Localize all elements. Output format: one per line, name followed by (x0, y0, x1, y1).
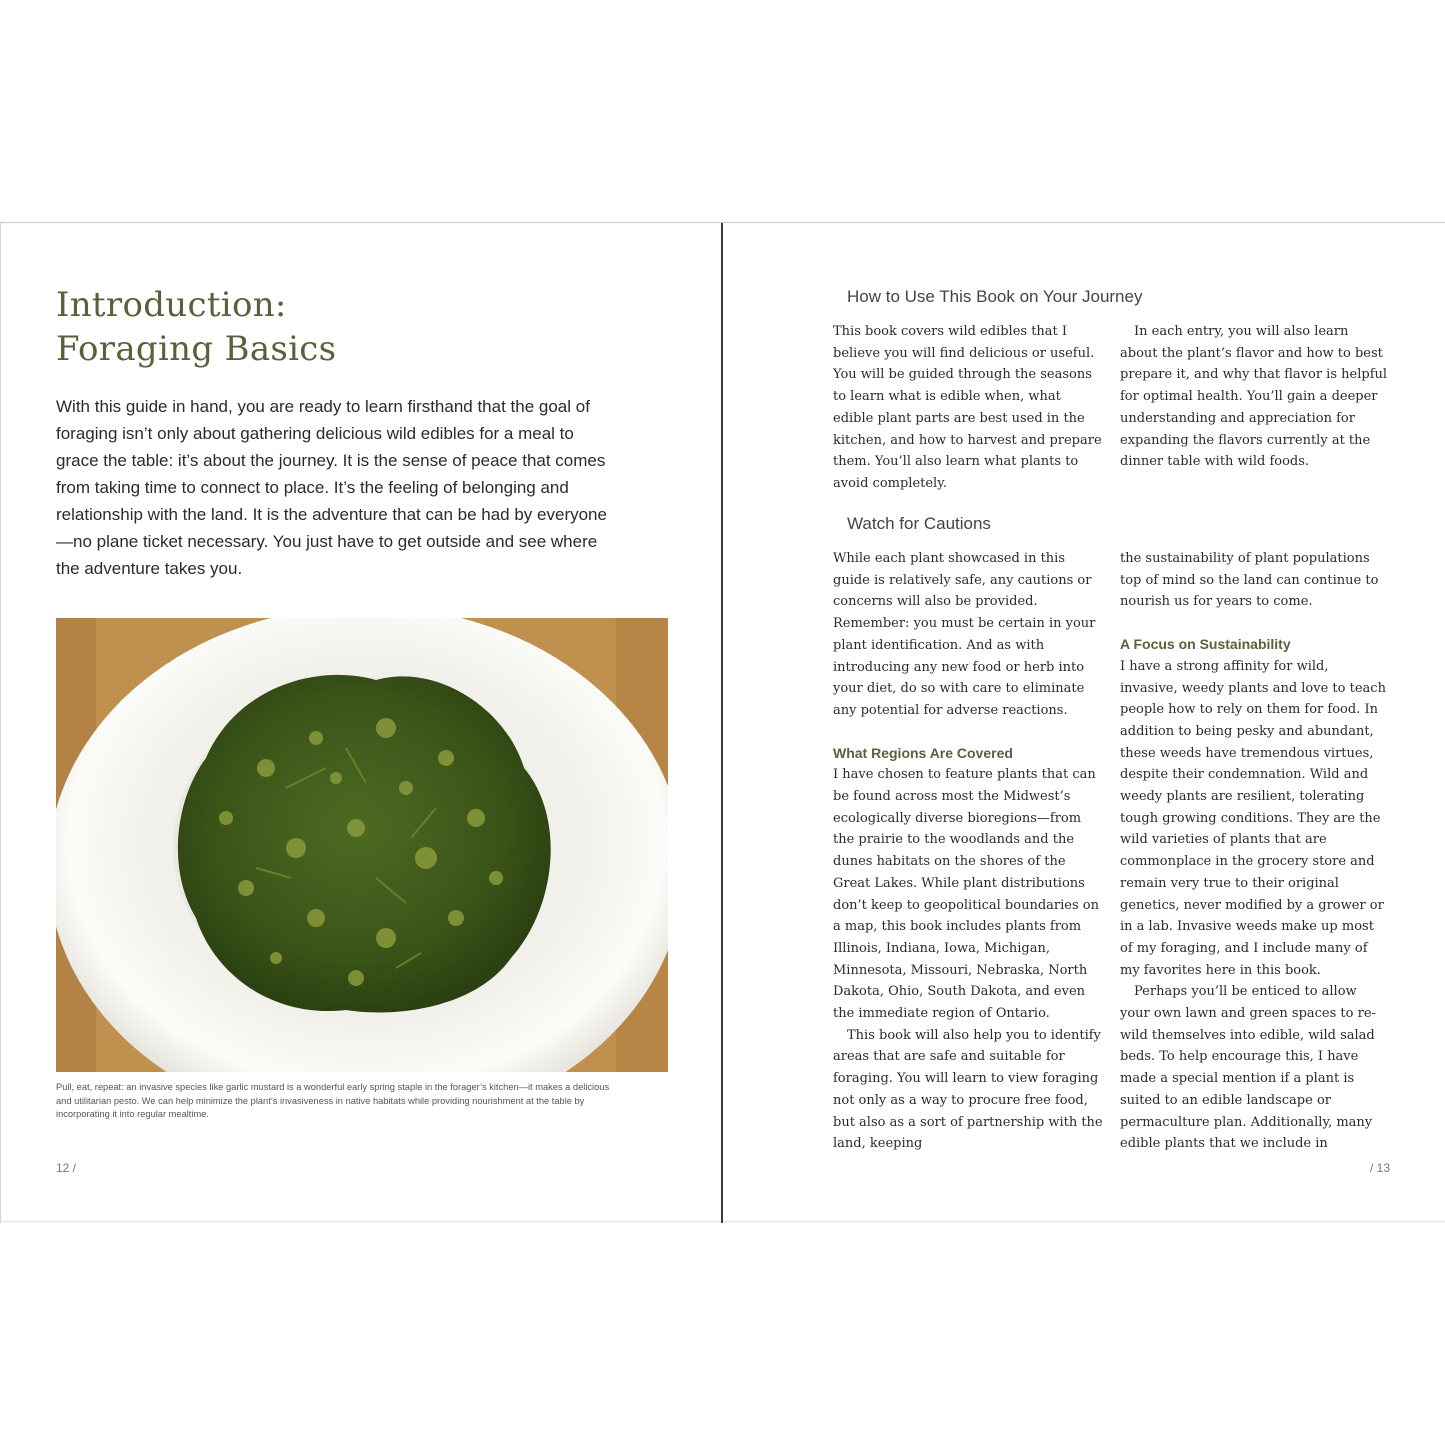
page-number-right: / 13 (1369, 1161, 1390, 1175)
cautions-column-2 (1120, 548, 1390, 1155)
rewild-paragraph: Perhaps you’ll be enticed to allow your own lawn and green spaces to re-wild themselves into edible, wild salad beds. To help encourage this, I have made a special mention if a plant is suited to an edible landscape or permaculture plan. Additionally, many edible plants that we include in (1120, 984, 1376, 1152)
safe-areas-paragraph: This book will also help you to identify areas that are safe and suitable for foraging. You will learn to view foraging not only as a way to procure free food, but also as a sort of partnership with the land, keeping (833, 1027, 1103, 1152)
how-to-use-column-1 (833, 321, 1103, 495)
how-to-use-column-2 (1120, 321, 1390, 473)
pesto-bowl-photo (56, 618, 668, 1072)
intro-paragraph: With this guide in hand, you are ready to learn firsthand that the goal of foraging isn’t only about gathering delicious wild edibles for a meal to grace the table: it’s about the journey. It is the sense of peace that comes from taking time to connect to place. It’s the feeling of belonging and relationship with the land. It is the adventure that can be had by everyone—no plane ticket necessary. You just have to get outside and see where the adventure takes you. (56, 397, 607, 578)
photo-caption: Pull, eat, repeat: an invasive species like garlic mustard is a wonderful early spring staple in the forager’s kitchen—it makes a delicious and utilitarian pesto. We can help minimize the plant’s invasiveness in native habitats while providing nourishment at the table by incorporating it into regular mealtime. (56, 1082, 610, 1119)
how-to-use-col1-text: This book covers wild edibles that I believe you will find delicious or useful. You will be guided through the seasons to learn what is edible when, what edible plant parts are best used in the kitchen, and how to harvest and prepare them. You’ll also learn what plants to avoid completely. (833, 324, 1102, 491)
regions-paragraph: I have chosen to feature plants that can be found across most the Midwest’s ecologically diverse bioregions—from the prairie to the woodlands and the dunes habitats on the shores of the Great Lakes. While plant distributions don’t keep to geopolitical boundaries on a map, this book includes plants from Illinois, Indiana, Iowa, Michigan, Minnesota, Missouri, Nebraska, North Dakota, Ohio, South Dakota, and even the immediate region of Ontario. (833, 767, 1099, 1022)
right-page (722, 223, 1445, 1223)
chapter-title-line2: Foraging Basics (56, 329, 337, 369)
book-spread (0, 222, 1445, 1222)
subheading-sustainability: A Focus on Sustainability (1120, 636, 1291, 653)
pesto-bowl-illustration (56, 618, 668, 1072)
section-heading-cautions: Watch for Cautions (847, 514, 991, 533)
chapter-title (56, 283, 336, 371)
how-to-use-col2-text: In each entry, you will also learn about the plant’s flavor and how to best prepare it, and why that flavor is helpful for optimal health. You’ll gain a deeper understanding and appreciation for expanding the flavors currently at the dinner table with wild foods. (1120, 324, 1388, 470)
cautions-column-1 (833, 548, 1103, 1155)
section-heading-how-to-use: How to Use This Book on Your Journey (847, 287, 1143, 306)
subheading-regions: What Regions Are Covered (833, 744, 1013, 761)
page-number-left: 12 / (56, 1161, 77, 1175)
sustainability-paragraph: I have a strong affinity for wild, invasive, weedy plants and love to teach people how to rely on them for food. In addition to being pesky and abundant, these weeds have tremendous virtues, despite their condemnation. Wild and weedy plants are resilient, tolerating tough growing conditions. They are the wild varieties of plants that are commonplace in the grocery store and remain very true to their original genetics, never modified by a grower or in a lab. Invasive weeds make up most of my foraging, and I include many of my favorites here in this book. (1120, 658, 1386, 978)
pesto-greens (178, 675, 551, 1013)
sustainability-intro-paragraph: the sustainability of plant populations top of mind so the land can continue to nourish us for years to come. (1120, 551, 1379, 610)
cautions-paragraph: While each plant showcased in this guide is relatively safe, any cautions or concerns will also be provided. Remember: you must be certain in your plant identification. And as with introducing any new food or herb into your diet, do so with care to eliminate any potential for adverse reactions. (833, 551, 1096, 718)
chapter-title-line1: Introduction: (56, 285, 287, 325)
left-page (0, 223, 722, 1223)
